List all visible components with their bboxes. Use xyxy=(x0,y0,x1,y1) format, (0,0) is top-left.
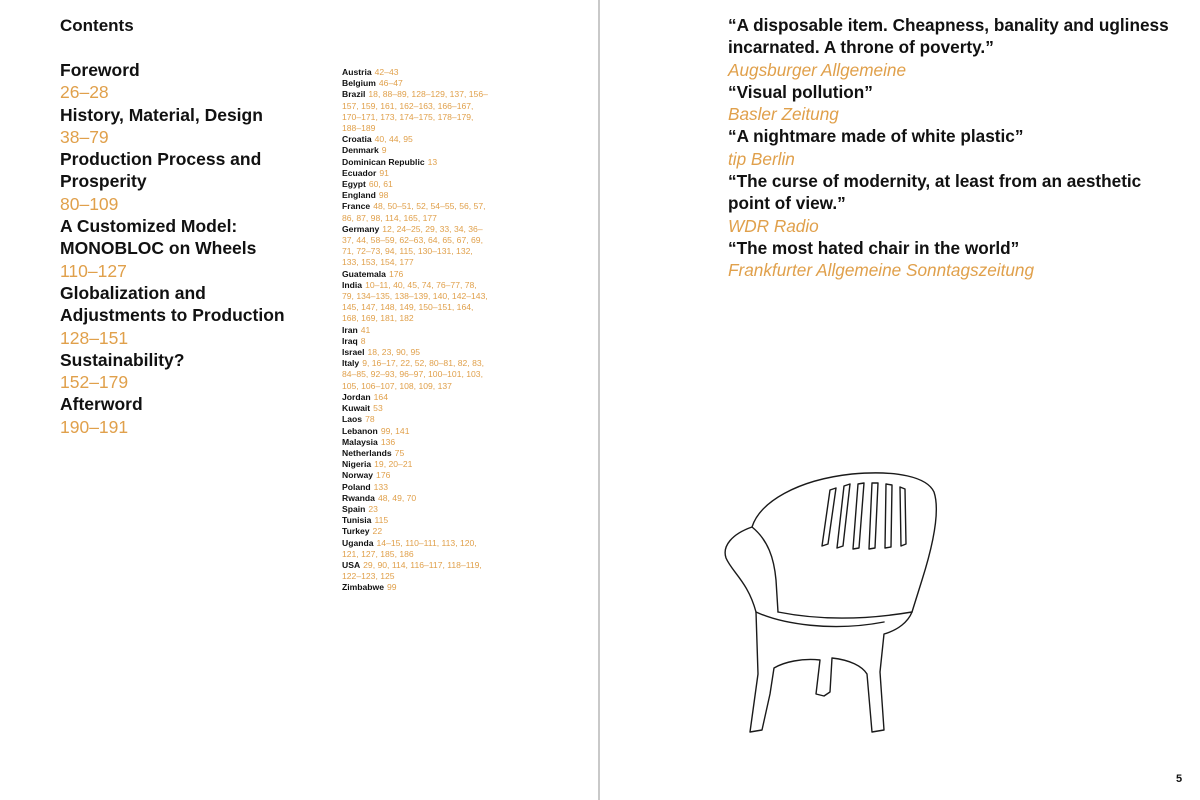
index-entry xyxy=(342,414,490,425)
index-country: Iraq xyxy=(342,335,358,346)
table-of-contents xyxy=(60,59,310,438)
index-country: Malaysia xyxy=(342,436,378,447)
index-country: Belgium xyxy=(342,78,376,89)
index-pages: 99, 141 xyxy=(380,425,410,436)
index-entry xyxy=(342,403,490,414)
index-country: Israel xyxy=(342,347,365,358)
index-country: Brazil xyxy=(342,89,366,100)
toc-title: Production Process and Prosperity xyxy=(60,149,262,192)
quote-source: Augsburger Allgemeine xyxy=(728,59,907,80)
toc-title: Sustainability? xyxy=(60,349,185,370)
page-number: 5 xyxy=(1176,773,1183,785)
index-pages: 9 xyxy=(381,145,387,156)
quote xyxy=(728,81,1178,126)
quote xyxy=(728,237,1178,282)
index-pages: 19, 20–21 xyxy=(374,459,413,470)
quote-text: “The curse of modernity, at least from an aesthetic point of view.” xyxy=(728,171,1142,214)
index-pages: 29, 90, 114, 116–117, 118–119, 122–123, 125 xyxy=(342,559,482,582)
toc-title: Foreword xyxy=(60,60,140,80)
index-pages: 53 xyxy=(373,403,383,414)
index-entry xyxy=(342,269,490,280)
index-country: France xyxy=(342,201,371,212)
index-country: Italy xyxy=(342,358,360,369)
index-entry xyxy=(342,67,490,78)
index-pages: 176 xyxy=(388,268,404,279)
quote-text: “Visual pollution” xyxy=(728,81,873,102)
index-country: Netherlands xyxy=(342,447,392,458)
index-pages: 10–11, 40, 45, 74, 76–77, 78, 79, 134–135, 138–139, 140, 142–143, 145, 147, 148, 149, 150–151, 164, 168, 169, 181, 182 xyxy=(342,279,488,324)
toc-pages: 152–179 xyxy=(60,372,129,393)
index-pages: 98 xyxy=(378,190,389,201)
index-pages: 41 xyxy=(360,324,371,335)
index-pages: 176 xyxy=(376,470,391,481)
toc-title: Afterword xyxy=(60,394,143,415)
index-country: Tunisia xyxy=(342,515,372,526)
toc-entry-customized-model xyxy=(60,215,310,282)
index-pages: 48, 49, 70 xyxy=(377,492,417,503)
left-page xyxy=(0,0,598,800)
index-entry xyxy=(342,526,490,537)
index-entry xyxy=(342,190,490,201)
index-country: Nigeria xyxy=(342,459,372,470)
right-page xyxy=(600,0,1200,800)
index-entry xyxy=(342,145,490,156)
toc-pages: 80–109 xyxy=(60,193,119,214)
quote xyxy=(728,125,1178,170)
index-entry xyxy=(342,538,490,560)
index-country: Iran xyxy=(342,324,358,335)
index-country: Germany xyxy=(342,223,380,234)
quote-source: Basler Zeitung xyxy=(728,104,839,125)
index-pages: 91 xyxy=(379,167,389,178)
index-country: Guatemala xyxy=(342,268,386,279)
quote-text: “A disposable item. Cheapness, banality and ugliness incarnated. A throne of poverty.” xyxy=(728,15,1169,58)
index-country: Ecuador xyxy=(342,167,377,178)
toc-title: History, Material, Design xyxy=(60,104,263,125)
index-entry xyxy=(342,515,490,526)
index-entry xyxy=(342,459,490,470)
toc-entry-sustainability xyxy=(60,349,310,394)
index-pages: 136 xyxy=(380,436,396,447)
index-entry xyxy=(342,168,490,179)
index-country: Spain xyxy=(342,503,366,514)
index-entry xyxy=(342,470,490,481)
index-pages: 23 xyxy=(368,503,378,514)
index-entry xyxy=(342,560,490,582)
index-entry xyxy=(342,201,490,223)
index-country: Turkey xyxy=(342,526,370,537)
press-quotes xyxy=(728,14,1178,282)
index-entry xyxy=(342,347,490,358)
contents-heading: Contents xyxy=(60,16,134,35)
index-country: Norway xyxy=(342,470,374,481)
index-country: India xyxy=(342,279,363,290)
quote-text: “The most hated chair in the world” xyxy=(728,237,1020,258)
index-country: Lebanon xyxy=(342,425,378,436)
toc-entry-foreword xyxy=(60,59,310,104)
index-pages: 78 xyxy=(365,414,375,425)
index-pages: 60, 61 xyxy=(368,179,393,190)
index-country: Laos xyxy=(342,414,363,425)
index-pages: 13 xyxy=(427,156,438,167)
toc-pages: 26–28 xyxy=(60,82,109,103)
index-country: Jordan xyxy=(342,391,371,402)
index-country: Austria xyxy=(342,67,372,77)
index-pages: 99 xyxy=(387,582,397,593)
index-entry xyxy=(342,134,490,145)
index-pages: 40, 44, 95 xyxy=(374,134,413,145)
quote xyxy=(728,14,1178,81)
quote-source: Frankfurter Allgemeine Sonntagszeitung xyxy=(728,260,1035,281)
index-entry xyxy=(342,493,490,504)
index-pages: 18, 88–89, 128–129, 137, 156–157, 159, 161, 162–163, 166–167, 170–171, 173, 174–175, 178–179, 188–189 xyxy=(342,89,488,134)
index-entry xyxy=(342,582,490,593)
index-country: Croatia xyxy=(342,134,372,145)
index-entry xyxy=(342,504,490,515)
index-pages: 133 xyxy=(373,481,388,492)
index-pages: 46–47 xyxy=(378,78,403,89)
toc-entry-history xyxy=(60,104,310,149)
index-entry xyxy=(342,448,490,459)
index-pages: 12, 24–25, 29, 33, 34, 36–37, 44, 58–59, 62–63, 64, 65, 67, 69, 71, 72–73, 94, 115, 130–131, 132, 133, 153, 154, 177 xyxy=(342,223,483,268)
index-entry xyxy=(342,280,490,325)
index-pages: 42–43 xyxy=(374,67,399,77)
index-country: Rwanda xyxy=(342,492,375,503)
index-entry xyxy=(342,482,490,493)
index-entry xyxy=(342,426,490,437)
toc-entry-afterword xyxy=(60,393,310,438)
toc-pages: 38–79 xyxy=(60,126,109,147)
index-entry xyxy=(342,336,490,347)
index-pages: 14–15, 110–111, 113, 120, 121, 127, 185, 186 xyxy=(342,537,477,559)
quote xyxy=(728,170,1178,237)
toc-entry-globalization xyxy=(60,282,310,349)
monobloc-chair-icon xyxy=(712,462,942,742)
quote-source: tip Berlin xyxy=(728,148,795,169)
index-country: Poland xyxy=(342,481,371,492)
quote-text: “A nightmare made of white plastic” xyxy=(728,126,1024,147)
index-entry xyxy=(342,179,490,190)
index-entry xyxy=(342,78,490,89)
index-country: England xyxy=(342,190,376,201)
index-entry xyxy=(342,437,490,448)
index-pages: 18, 23, 90, 95 xyxy=(367,347,421,358)
index-pages: 164 xyxy=(373,391,388,402)
index-entry xyxy=(342,358,490,392)
index-country: USA xyxy=(342,559,361,570)
index-pages: 8 xyxy=(360,335,366,346)
index-pages: 48, 50–51, 52, 54–55, 56, 57, 86, 87, 98, 114, 165, 177 xyxy=(342,201,486,223)
toc-pages: 128–151 xyxy=(60,327,129,348)
index-entry xyxy=(342,157,490,168)
toc-entry-production xyxy=(60,148,310,215)
toc-title: Globalization and Adjustments to Production xyxy=(60,282,285,326)
index-country: Dominican Republic xyxy=(342,156,425,167)
index-country: Egypt xyxy=(342,179,366,190)
toc-title: A Customized Model: MONOBLOC on Wheels xyxy=(60,216,257,259)
toc-pages: 110–127 xyxy=(60,260,127,281)
index-entry xyxy=(342,89,490,134)
country-index xyxy=(342,67,490,594)
index-country: Denmark xyxy=(342,145,379,156)
index-entry xyxy=(342,325,490,336)
index-pages: 75 xyxy=(394,447,405,458)
index-entry xyxy=(342,392,490,403)
index-country: Zimbabwe xyxy=(342,582,385,593)
index-entry xyxy=(342,224,490,269)
index-pages: 22 xyxy=(372,526,383,537)
toc-pages: 190–191 xyxy=(60,416,129,437)
quote-source: WDR Radio xyxy=(728,215,819,236)
index-country: Kuwait xyxy=(342,403,371,414)
index-pages: 9, 16–17, 22, 52, 80–81, 82, 83, 84–85, 92–93, 96–97, 100–101, 103, 105, 106–107, 108, 109, 137 xyxy=(342,358,485,391)
index-country: Uganda xyxy=(342,537,374,548)
index-pages: 115 xyxy=(374,515,389,526)
